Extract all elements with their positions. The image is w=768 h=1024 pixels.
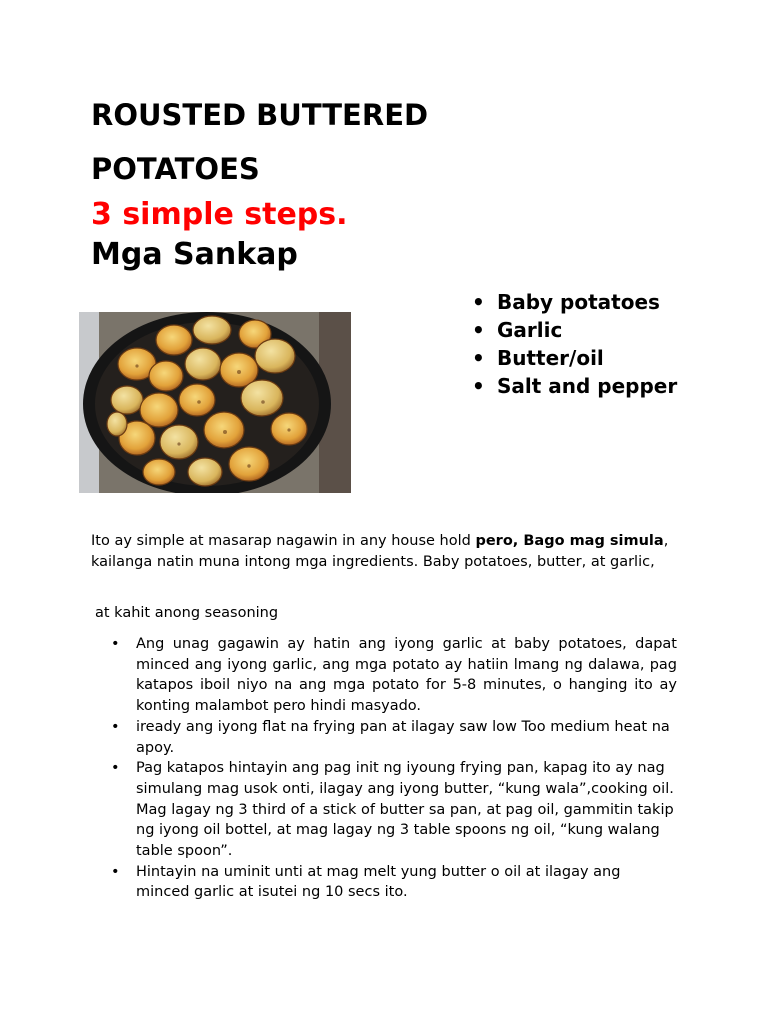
steps-list (136, 634, 677, 903)
intro-paragraph (91, 531, 681, 573)
ingredient-item: • Salt and pepper (470, 372, 700, 400)
step-item: • Hintayin na uminit unti at mag melt yung butter o oil at ilagay ang minced garlic at isutei ng 10 secs ito. (136, 862, 677, 903)
ingredient-item: • Butter/oil (470, 344, 700, 372)
intro-seasoning-line: at kahit anong seasoning (95, 605, 279, 621)
step-item: • Pag katapos hintayin ang pag init ng iyoung frying pan, kapag ito ay nag simulang mag usok onti, ilagay ang iyong butter, “kung wala”,cooking oil. Mag lagay ng 3 third of a stick of butter sa pan, at pag oil, gammitin takip ng iyong oil bottel, at mag lagay ng 3 table spoons ng oil, “kung walang table spoon”. (136, 758, 677, 862)
recipe-title (91, 88, 511, 196)
ingredients-heading: Mga Sankap (91, 237, 298, 272)
potatoes-in-pan-illustration (79, 312, 351, 493)
intro-bold-text: pero, Bago mag simula (475, 533, 664, 549)
recipe-subtitle (91, 195, 348, 275)
roasted-potatoes-photo (79, 312, 351, 493)
step-item: • iready ang iyong flat na frying pan at ilagay saw low Too medium heat na apoy. (136, 717, 677, 758)
steps-count-heading: 3 simple steps. (91, 197, 348, 232)
ingredient-item: • Garlic (470, 316, 700, 344)
title-line-2: POTATOES (91, 152, 260, 186)
step-item: • Ang unag gagawin ay hatin ang iyong garlic at baby potatoes, dapat minced ang iyong garlic, ang mga potato ay hatiin lmang ng dalawa, pag katapos iboil niyo na ang mga potato for 5-8 minutes, o hanging ito ay konting malambot pero hindi masyado. (136, 634, 677, 717)
ingredient-item: • Baby potatoes (470, 288, 700, 316)
title-line-1: ROUSTED BUTTERED (91, 98, 429, 132)
intro-text-part-2: , kailanga natin muna intong mga ingredients. Baby potatoes, butter, at garlic, (91, 533, 669, 570)
ingredients-list (470, 288, 700, 400)
intro-text-part-1: Ito ay simple at masarap nagawin in any house hold (91, 533, 476, 549)
